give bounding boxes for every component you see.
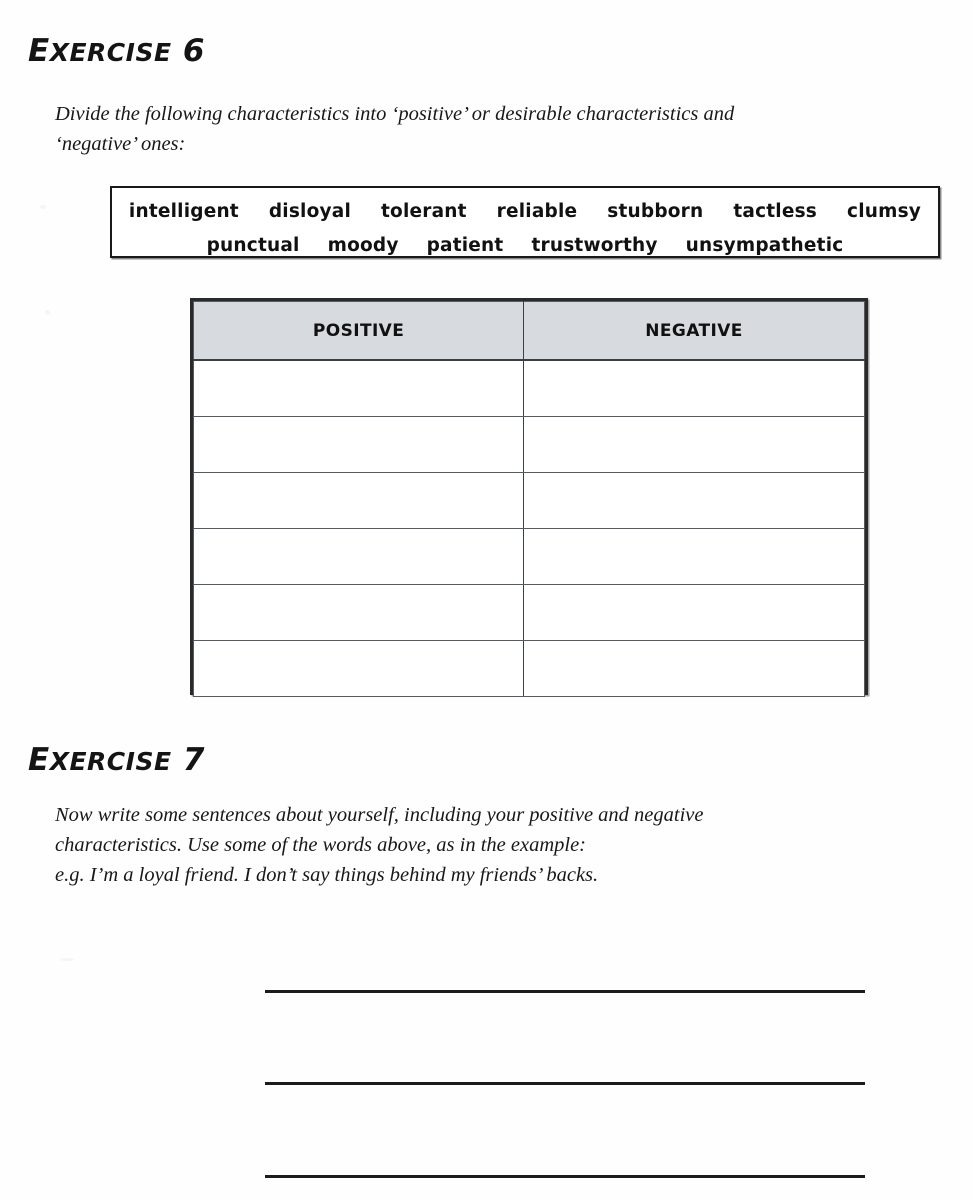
negative-cell-3[interactable] — [524, 473, 865, 529]
word-tactless: tactless — [733, 200, 818, 222]
positive-cell-6[interactable] — [194, 641, 524, 697]
exercise-7-heading — [28, 742, 205, 778]
word-patient: patient — [426, 234, 504, 256]
exercise-7-example-line: e.g. I’m a loyal friend. I don’t say things behind my friends’ backs. — [55, 864, 599, 886]
table-row — [194, 529, 865, 585]
exercise-6-heading-initial: E — [28, 33, 50, 69]
negative-cell-2[interactable] — [524, 417, 865, 473]
positive-cell-2[interactable] — [194, 417, 524, 473]
scan-speckle — [60, 958, 74, 961]
word-reliable: reliable — [496, 200, 578, 222]
answer-write-line-2[interactable] — [265, 1082, 865, 1085]
word-intelligent: intelligent — [128, 200, 239, 222]
scan-speckle — [45, 310, 50, 315]
exercise-7-instruction-line-1: Now write some sentences about yourself, including your positive and negative — [55, 804, 704, 826]
word-moody: moody — [327, 234, 399, 256]
word-trustworthy: trustworthy — [531, 234, 658, 256]
table-row — [194, 417, 865, 473]
exercise-6-heading-word: XERCISE — [49, 38, 172, 67]
word-bank-row-1 — [112, 188, 938, 230]
exercise-6-instruction-line-2: ‘negative’ ones: — [55, 133, 186, 155]
negative-cell-4[interactable] — [524, 529, 865, 585]
table-row — [194, 641, 865, 697]
negative-cell-6[interactable] — [524, 641, 865, 697]
word-unsympathetic: unsympathetic — [685, 234, 844, 256]
negative-cell-1[interactable] — [524, 360, 865, 417]
exercise-7-instruction — [55, 800, 945, 890]
word-punctual: punctual — [206, 234, 300, 256]
word-disloyal: disloyal — [268, 200, 351, 222]
exercise-6-instruction-line-1: Divide the following characteristics into ‘positive’ or desirable characteristics and — [55, 103, 735, 125]
scan-speckle — [40, 205, 46, 209]
word-bank-box — [110, 186, 940, 258]
exercise-6-heading-number: 6 — [182, 33, 205, 69]
word-stubborn: stubborn — [607, 200, 704, 222]
answer-write-line-3[interactable] — [265, 1175, 865, 1178]
positive-cell-4[interactable] — [194, 529, 524, 585]
positive-cell-5[interactable] — [194, 585, 524, 641]
word-clumsy: clumsy — [847, 200, 922, 222]
exercise-7-heading-number: 7 — [182, 742, 205, 778]
answer-write-line-1[interactable] — [265, 990, 865, 993]
exercise-7-heading-number-space — [172, 742, 183, 778]
exercise-6-instruction — [55, 99, 935, 159]
exercise-7-heading-word: XERCISE — [49, 747, 172, 776]
word-tolerant: tolerant — [381, 200, 467, 222]
table-row — [194, 473, 865, 529]
table-row — [194, 585, 865, 641]
exercise-6-heading-number-space — [172, 33, 183, 69]
column-header-positive: POSITIVE — [194, 302, 524, 361]
positive-cell-3[interactable] — [194, 473, 524, 529]
table-row — [194, 360, 865, 417]
positive-cell-1[interactable] — [194, 360, 524, 417]
column-header-negative: NEGATIVE — [524, 302, 865, 361]
exercise-6-heading — [28, 33, 205, 69]
positive-negative-table — [190, 298, 868, 695]
negative-cell-5[interactable] — [524, 585, 865, 641]
exercise-7-instruction-line-2: characteristics. Use some of the words above, as in the example: — [55, 834, 586, 856]
table-header-row — [194, 302, 865, 361]
sorting-table-grid — [193, 301, 865, 697]
exercise-7-heading-initial: E — [28, 742, 50, 778]
word-bank-row-2 — [112, 230, 938, 260]
